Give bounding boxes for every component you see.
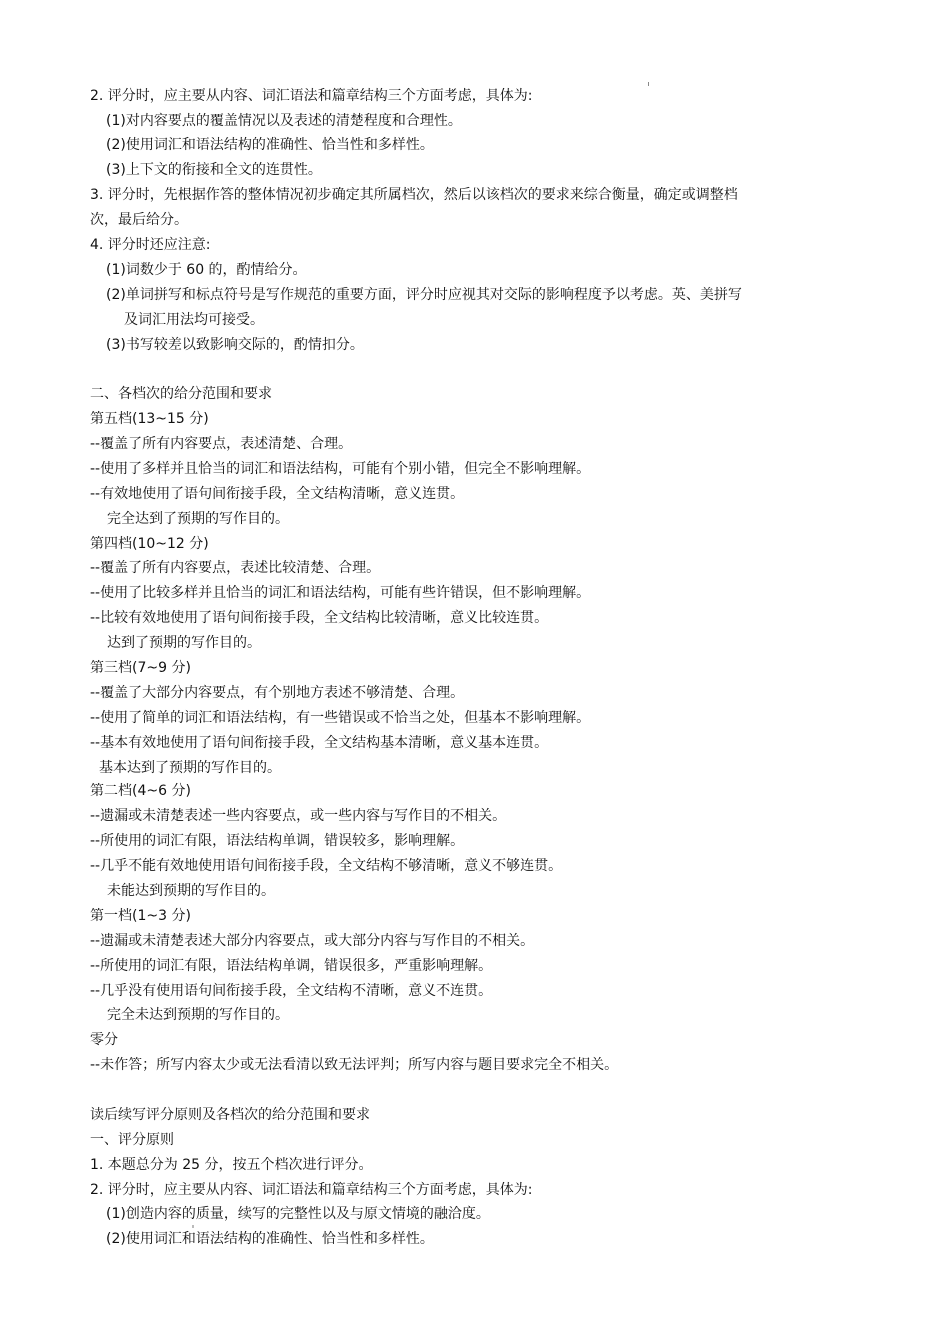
continuation-subheading: 一、评分原则 [90, 1132, 174, 1148]
continuation-item-1: 1. 本题总分为 25 分，按五个档次进行评分。 [90, 1157, 373, 1173]
rule-item-3-line-2: 次，最后给分。 [90, 212, 188, 228]
continuation-item-2-heading: 2. 评分时，应主要从内容、词汇语法和篇章结构三个方面考虑，具体为: [90, 1182, 533, 1198]
rule-item-4-sub-1: (1)词数少于 60 的，酌情给分。 [106, 262, 307, 278]
rule-item-4-sub-2-line-1: (2)单词拼写和标点符号是写作规范的重要方面，评分时应视其对交际的影响程度予以考虑。英、美拼写 [106, 287, 742, 303]
tier-4-line-1: --覆盖了所有内容要点，表述比较清楚、合理。 [90, 560, 381, 576]
continuation-title: 读后续写评分原则及各档次的给分范围和要求 [90, 1107, 370, 1123]
tier-3-line-1: --覆盖了大部分内容要点，有个别地方表述不够清楚、合理。 [90, 685, 465, 701]
tier-3-line-3: --基本有效地使用了语句间衔接手段，全文结构基本清晰，意义基本连贯。 [90, 735, 549, 751]
scan-artifact-2 [192, 1225, 194, 1228]
tier-4-line-3: --比较有效地使用了语句间衔接手段，全文结构比较清晰，意义比较连贯。 [90, 610, 549, 626]
rule-item-3-line-1: 3. 评分时，先根据作答的整体情况初步确定其所属档次，然后以该档次的要求来综合衡量，确定或调整档 [90, 187, 738, 203]
tier-5-line-2: --使用了多样并且恰当的词汇和语法结构，可能有个别小错，但完全不影响理解。 [90, 461, 591, 477]
continuation-item-2-sub-1: (1)创造内容的质量，续写的完整性以及与原文情境的融洽度。 [106, 1206, 490, 1222]
rule-item-4-sub-3: (3)书写较差以致影响交际的，酌情扣分。 [106, 337, 364, 353]
tier-1-summary: 完全未达到预期的写作目的。 [107, 1007, 289, 1023]
tier-1-title: 第一档(1~3 分) [90, 908, 191, 924]
rule-item-4-sub-2-line-2: 及词汇用法均可接受。 [124, 312, 264, 328]
tier-2-line-2: --所使用的词汇有限，语法结构单调，错误较多，影响理解。 [90, 833, 465, 849]
tier-5-title: 第五档(13~15 分) [90, 411, 209, 427]
tier-1-line-3: --几乎没有使用语句间衔接手段，全文结构不清晰，意义不连贯。 [90, 983, 493, 999]
tier-3-title: 第三档(7~9 分) [90, 660, 191, 676]
tier-1-line-2: --所使用的词汇有限，语法结构单调，错误很多，严重影响理解。 [90, 958, 493, 974]
tier-2-line-1: --遗漏或未清楚表述一些内容要点，或一些内容与写作目的不相关。 [90, 808, 507, 824]
levels-heading: 二、各档次的给分范围和要求 [90, 386, 272, 402]
tier-1-line-1: --遗漏或未清楚表述大部分内容要点，或大部分内容与写作目的不相关。 [90, 933, 535, 949]
tier-zero-title: 零分 [90, 1032, 118, 1048]
continuation-item-2-sub-2: (2)使用词汇和语法结构的准确性、恰当性和多样性。 [106, 1231, 434, 1247]
tier-4-line-2: --使用了比较多样并且恰当的词汇和语法结构，可能有些许错误，但不影响理解。 [90, 585, 591, 601]
tier-4-title: 第四档(10~12 分) [90, 536, 209, 552]
tier-3-summary: 基本达到了预期的写作目的。 [99, 760, 281, 776]
tier-2-line-3: --几乎不能有效地使用语句间衔接手段，全文结构不够清晰，意义不够连贯。 [90, 858, 563, 874]
tier-zero-line: --未作答；所写内容太少或无法看清以致无法评判；所写内容与题目要求完全不相关。 [90, 1057, 619, 1073]
rule-item-2-heading: 2. 评分时，应主要从内容、词汇语法和篇章结构三个方面考虑，具体为: [90, 88, 533, 104]
tier-3-line-2: --使用了简单的词汇和语法结构，有一些错误或不恰当之处，但基本不影响理解。 [90, 710, 591, 726]
tier-4-summary: 达到了预期的写作目的。 [107, 635, 261, 651]
rule-item-2-sub-3: (3)上下文的衔接和全文的连贯性。 [106, 162, 322, 178]
tier-5-line-3: --有效地使用了语句间衔接手段，全文结构清晰，意义连贯。 [90, 486, 465, 502]
rule-item-4-heading: 4. 评分时还应注意: [90, 237, 211, 253]
rule-item-2-sub-2: (2)使用词汇和语法结构的准确性、恰当性和多样性。 [106, 137, 434, 153]
tier-2-summary: 未能达到预期的写作目的。 [107, 883, 275, 899]
rule-item-2-sub-1: (1)对内容要点的覆盖情况以及表述的清楚程度和合理性。 [106, 113, 462, 129]
tier-5-summary: 完全达到了预期的写作目的。 [107, 511, 289, 527]
scan-artifact [648, 82, 649, 86]
tier-2-title: 第二档(4~6 分) [90, 783, 191, 799]
tier-5-line-1: --覆盖了所有内容要点，表述清楚、合理。 [90, 436, 353, 452]
